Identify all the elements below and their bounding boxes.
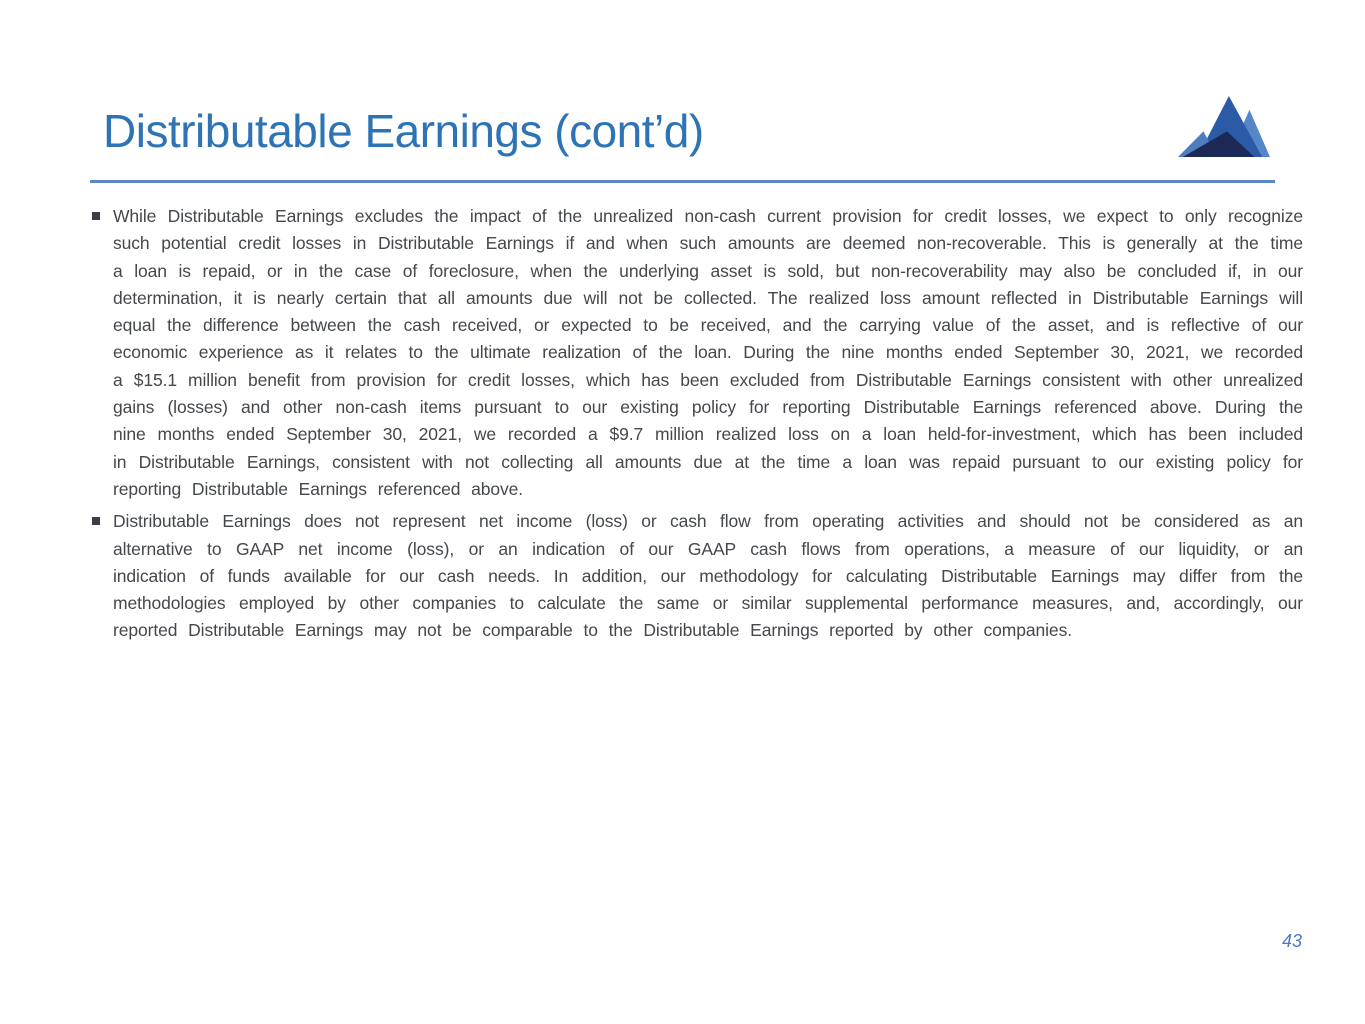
bullet-square-icon [92, 517, 100, 525]
bullet-item-2 [91, 508, 1303, 644]
page-title: Distributable Earnings (cont’d) [103, 105, 704, 157]
page-number: 43 [1282, 931, 1303, 951]
title-underline-rule [90, 180, 1275, 183]
bullet-square-icon [92, 212, 100, 220]
bullet-text-1: While Distributable Earnings excludes the impact of the unrealized non-cash current provision for credit losses, we expect to only recognize such potential credit losses in Distributable Earnings if and when such amounts are deemed non-recoverable. This is generally at the time a loan is repaid, or in the case of foreclosure, when the underlying asset is sold, but non-recoverability may also be concluded if, in our determination, it is nearly certain that all amounts due will not be collected. The realized loss amount reflected in Distributable Earnings will equal the difference between the cash received, or expected to be received, and the carrying value of the asset, and is reflective of our economic experience as it relates to the ultimate realization of the loan. During the nine months ended September 30, 2021, we recorded a $15.1 million benefit from provision for credit losses, which has been excluded from Distributable Earnings consistent with other unrealized gains (losses) and other non-cash items pursuant to our existing policy for reporting Distributable Earnings referenced above. During the nine months ended September 30, 2021, we recorded a $9.7 million realized loss on a loan held-for-investment, which has been included in Distributable Earnings, consistent with not collecting all amounts due at the time a loan was repaid pursuant to our existing policy for reporting Distributable Earnings referenced above. [113, 206, 1303, 499]
slide-body [91, 203, 1303, 645]
bullet-item-1 [91, 203, 1303, 503]
mountain-logo [1176, 96, 1270, 157]
bullet-text-2: Distributable Earnings does not represent net income (loss) or cash flow from operating activities and should not be considered as an alternative to GAAP net income (loss), or an indication of our GAAP cash flows from operations, a measure of our liquidity, or an indication of funds available for our cash needs. In addition, our methodology for calculating Distributable Earnings may differ from the methodologies employed by other companies to calculate the same or similar supplemental performance measures, and, accordingly, our reported Distributable Earnings may not be comparable to the Distributable Earnings reported by other companies. [113, 511, 1303, 641]
